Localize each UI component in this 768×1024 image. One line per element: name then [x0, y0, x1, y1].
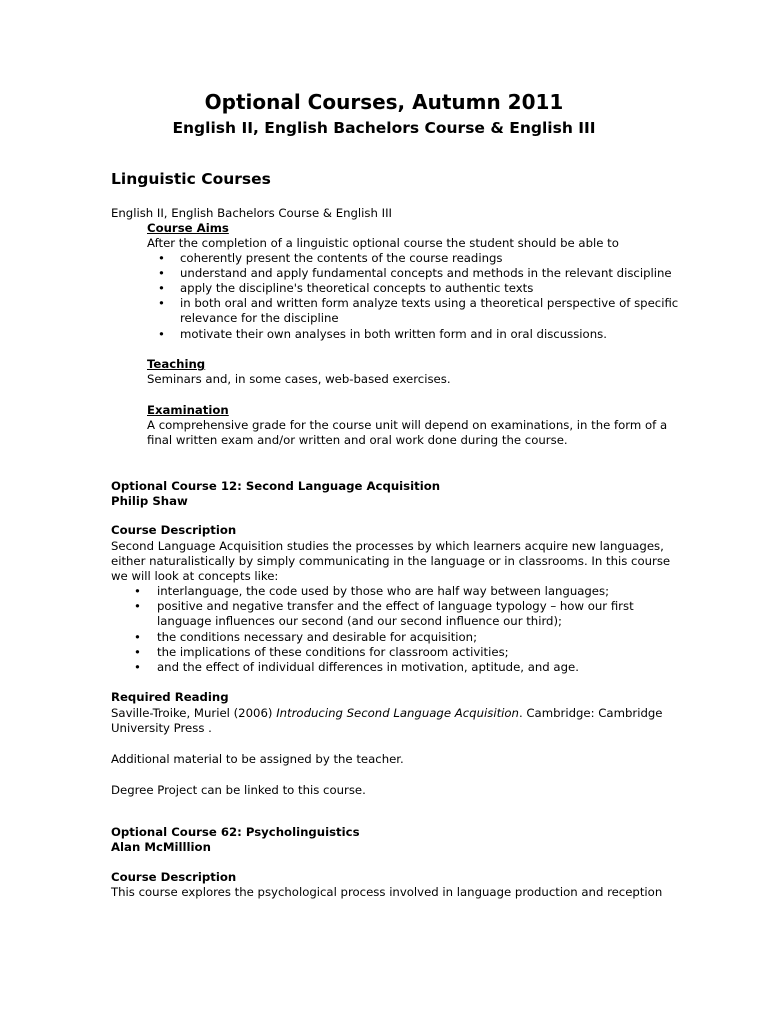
- course-62-description-heading: Course Description: [111, 870, 237, 884]
- course-62-title: Optional Course 62: Psycholinguistics: [111, 825, 360, 839]
- reading-author: Saville-Troike, Muriel (2006): [111, 706, 277, 720]
- course-12-item: and the effect of individual differences in motivation, aptitude, and age.: [157, 660, 579, 674]
- examination-heading: Examination: [147, 403, 229, 417]
- bullet-icon: •: [158, 266, 165, 280]
- aims-item: coherently present the contents of the course readings: [180, 251, 503, 265]
- course-12-item: the implications of these conditions for classroom activities;: [157, 645, 509, 659]
- bullet-icon: •: [134, 599, 141, 613]
- examination-text: final written exam and/or written and oral work done during the course.: [147, 433, 568, 447]
- bullet-icon: •: [158, 281, 165, 295]
- required-reading-citation-continued: University Press .: [111, 721, 212, 735]
- aims-item: apply the discipline's theoretical concepts to authentic texts: [180, 281, 534, 295]
- linguistic-intro: English II, English Bachelors Course & English III: [111, 206, 392, 220]
- reading-book-title: Introducing Second Language Acquisition: [276, 706, 519, 720]
- aims-item: in both oral and written form analyze texts using a theoretical perspective of specific: [180, 296, 679, 310]
- bullet-icon: •: [134, 660, 141, 674]
- section-heading-linguistic: Linguistic Courses: [111, 170, 271, 188]
- course-12-description: we will look at concepts like:: [111, 569, 279, 583]
- page-subtitle: English II, English Bachelors Course & English III: [172, 119, 596, 137]
- course-12-item: the conditions necessary and desirable for acquisition;: [157, 630, 478, 644]
- course-aims-heading: Course Aims: [147, 221, 229, 235]
- required-reading-heading: Required Reading: [111, 690, 229, 704]
- course-12-item: positive and negative transfer and the effect of language typology – how our first: [157, 599, 634, 613]
- page-title: Optional Courses, Autumn 2011: [204, 90, 564, 114]
- reading-publisher: . Cambridge: Cambridge: [518, 706, 663, 720]
- aims-item: understand and apply fundamental concepts and methods in the relevant discipline: [180, 266, 672, 280]
- degree-project-note: Degree Project can be linked to this course.: [111, 783, 366, 797]
- bullet-icon: •: [158, 251, 165, 265]
- course-12-teacher: Philip Shaw: [111, 494, 188, 508]
- course-12-description: either naturalistically by simply communicating in the language or in classrooms. In this course: [111, 554, 671, 568]
- aims-item: motivate their own analyses in both written form and in oral discussions.: [180, 327, 607, 341]
- course-12-item-continued: language influences our second (and our second influence our third);: [157, 614, 562, 628]
- course-12-item: interlanguage, the code used by those who are half way between languages;: [157, 584, 610, 598]
- course-12-description: Second Language Acquisition studies the processes by which learners acquire new languages,: [111, 539, 664, 553]
- course-12-description-heading: Course Description: [111, 523, 237, 537]
- course-aims-lead: After the completion of a linguistic optional course the student should be able to: [147, 236, 619, 250]
- examination-text: A comprehensive grade for the course unit will depend on examinations, in the form of a: [147, 418, 668, 432]
- course-62-teacher: Alan McMilllion: [111, 840, 211, 854]
- bullet-icon: •: [158, 327, 165, 341]
- bullet-icon: •: [134, 630, 141, 644]
- required-reading-citation: [111, 706, 662, 721]
- bullet-icon: •: [134, 645, 141, 659]
- course-62-description: This course explores the psychological process involved in language production and reception: [111, 885, 663, 899]
- additional-material-note: Additional material to be assigned by the teacher.: [111, 752, 404, 766]
- teaching-text: Seminars and, in some cases, web-based exercises.: [147, 372, 451, 386]
- aims-item-continued: relevance for the discipline: [180, 311, 339, 325]
- teaching-heading: Teaching: [147, 357, 206, 371]
- bullet-icon: •: [158, 296, 165, 310]
- course-12-title: Optional Course 12: Second Language Acquisition: [111, 479, 441, 493]
- bullet-icon: •: [134, 584, 141, 598]
